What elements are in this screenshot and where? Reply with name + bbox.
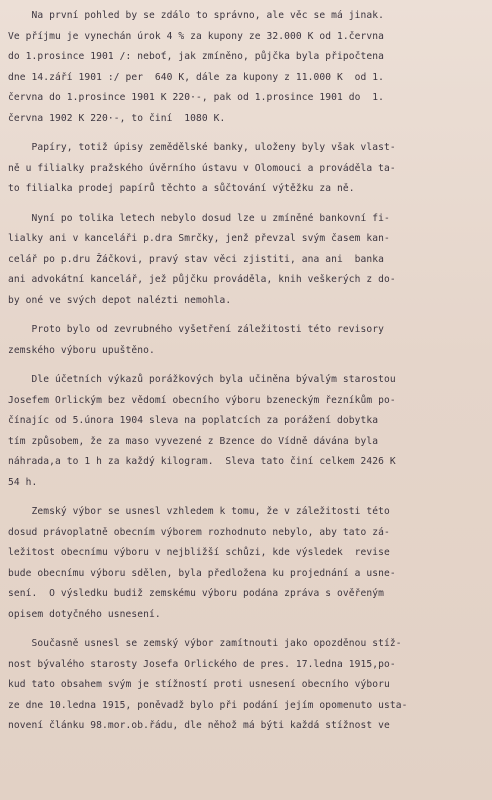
text-line: ze dne 10.ledna 1915, poněvadž bylo při podání jejím opomenuto usta-	[8, 699, 408, 711]
paragraph	[8, 634, 484, 737]
text-line: dosud právoplatně obecním výborem rozhodnuto nebylo, aby tato zá-	[8, 526, 390, 538]
text-line: Ve příjmu je vynechán úrok 4 % za kupony ze 32.000 K od 1.června	[8, 30, 385, 42]
text-line: kud tato obsahem svým je stížností proti usnesení obecního výboru	[8, 679, 390, 690]
text-line: novení článku 98.mor.ob.řádu, dle něhož má býti každá stížnost ve	[8, 720, 390, 731]
text-line: Na první pohled by se zdálo to správno, ale věc se má jinak.	[8, 10, 385, 21]
text-line: června 1902 K 220·-, to činí 1080 K.	[8, 112, 226, 124]
text-line: sení. O výsledku budiž zemskému výboru podána zpráva s ověřeným	[8, 588, 385, 599]
text-line: by oné ve svých depot nalézti nemohla.	[8, 294, 232, 306]
paragraph	[8, 6, 484, 129]
text-line: zemského výboru upuštěno.	[8, 344, 155, 356]
text-line: Proto bylo od zevrubného vyšetření záležitosti této revisory	[8, 324, 385, 335]
text-line: ani advokátní kancelář, jež půjčku prováděla, knih veškerých z do-	[8, 274, 396, 285]
paragraph	[8, 138, 484, 200]
text-line: Zemský výbor se usnesl vzhledem k tomu, že v záležitosti této	[8, 506, 390, 517]
text-line: Současně usnesl se zemský výbor zamítnouti jako opozděnou stíž-	[8, 638, 402, 649]
text-line: to filialka prodej papírů těchto a sůčtování výtěžku za ně.	[8, 183, 355, 194]
text-line: Josefem Orlickým bez vědomí obecního výboru bzeneckým řezníkům po-	[8, 394, 396, 406]
text-line: bude obecnímu výboru sdělen, byla předložena ku projednání a usne-	[8, 567, 396, 579]
text-line: ně u filialky pražského úvěrního ústavu v Olomouci a prováděla ta-	[8, 162, 396, 174]
text-line: nost bývalého starosty Josefa Orlického de pres. 17.ledna 1915,po-	[8, 658, 396, 670]
text-line: června do 1.prosince 1901 K 220·-, pak od 1.prosince 1901 do 1.	[8, 92, 385, 103]
text-line: náhrada,a to 1 h za každý kilogram. Sleva tato činí celkem 2426 K	[8, 456, 396, 467]
text-line: do 1.prosince 1901 /: neboť, jak zmíněno, půjčka byla připočtena	[8, 51, 385, 62]
text-line: lialky ani v kanceláři p.dra Smrčky, jenž převzal svým časem kan-	[8, 233, 390, 244]
text-line: celář po p.dru Žáčkovi, pravý stav věci zjistiti, ana ani banka	[8, 253, 385, 265]
text-line: ležitost obecnímu výboru v nejbližší schůzi, kde výsledek revise	[8, 547, 390, 558]
text-line: Papíry, totiž úpisy zemědělské banky, uloženy byly však vlast-	[8, 142, 396, 153]
paragraph	[8, 320, 484, 361]
text-line: 54 h.	[8, 476, 38, 488]
text-line: Dle účetních výkazů porážkových byla učiněna bývalým starostou	[8, 374, 396, 385]
paragraph	[8, 370, 484, 493]
paragraph	[8, 209, 484, 312]
text-line: čínajíc od 5.února 1904 sleva na poplatcích za porážení dobytka	[8, 415, 379, 426]
paragraph	[8, 502, 484, 625]
text-line: dne 14.září 1901 :/ per 640 K, dále za kupony z 11.000 K od 1.	[8, 71, 385, 83]
text-line: Nyní po tolika letech nebylo dosud lze u zmíněné bankovní fi-	[8, 212, 390, 224]
text-line: opisem dotyčného usnesení.	[8, 608, 161, 620]
text-line: tím způsobem, že za maso vyvezené z Bzence do Vídně dávána byla	[8, 435, 379, 447]
